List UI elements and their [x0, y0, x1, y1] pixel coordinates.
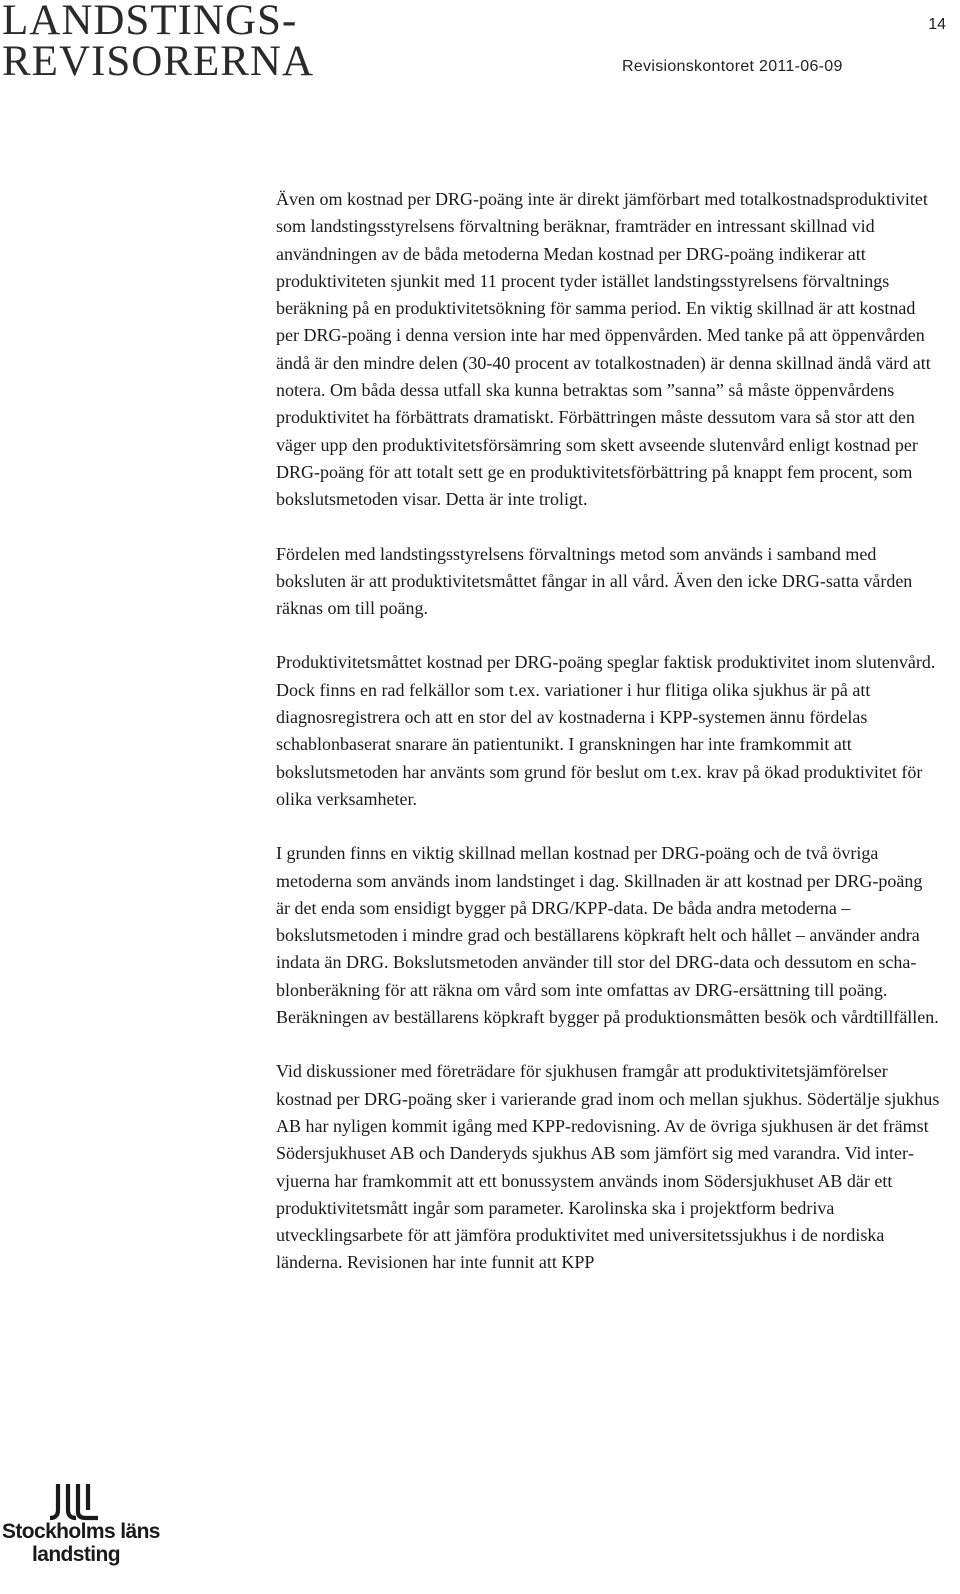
logo-line-1: Stockholms läns [2, 1520, 160, 1543]
paragraph-4: I grunden finns en viktig skillnad mellan kostnad per DRG-poäng och de två övriga metoderna som används inom landstinget i dag. Skillnaden är att kostnad per DRG-poäng är det enda som ensidigt bygger på DRG/KPP-data. De båda andra metoderna – bokslutsmetoden i mindre grad och beställarens köpkraft helt och hållet – använder andra indata än DRG. Bokslutsmetoden använder till stor del DRG-data och dessutom en schablonberäkning för att räkna om vård som inte omfattas av DRG-ersättning till poäng. Beräkningen av beställarens köpkraft bygger på produktionsmåtten besök och vårdtillfällen. [276, 843, 939, 1028]
brand-line-1: LANDSTINGS- [2, 0, 298, 44]
brand-line-2: REVISORERNA [2, 38, 315, 85]
report-brand-title [2, 0, 315, 85]
paragraph-2: Fördelen med landstingsstyrelsens förvaltnings metod som används i samband med boksluten är att produktivitetsmåttet fångar in all vård. Även den icke DRG-satta vården räknas om till poäng. [276, 543, 913, 619]
logo-line-2: landsting [32, 1543, 120, 1566]
page-number: 14 [928, 16, 946, 33]
paragraph-5: Vid diskussioner med företrädare för sjukhusen framgår att produktivitetsjämförelser kostnad per DRG-poäng sker i varierande grad inom och mellan sjukhus. Södertälje sjukhus AB har nyligen kommit igång med KPP-redovisning. Av de övriga sjukhusen är det främst Södersjukhuset AB och Danderyds sjukhus AB som jämfört sig med varandra. Vid intervjuerna har framkommit att ett bonussystem används inom Södersjukhuset AB där ett produktivitetsmått ingår som parameter. Karolinska ska i projektform bedriva utvecklingsarbete för att jämföra produktivitet med universitetssjukhus i de nordiska länderna. Revisionen har inte funnit att KPP [276, 1061, 940, 1273]
logo-wordmark [2, 1520, 160, 1566]
paragraph-1: Även om kostnad per DRG-poäng inte är direkt jämförbart med totalkostnadsproduktivitet som landstingsstyrelsens förvaltning beräknar, framträder en intressant skillnad vid användningen av de båda metoderna Medan kostnad per DRG-poäng indikerar att produktiviteten sjunkit med 11 procent tyder istället landstingsstyrelsens förvaltnings beräkning på en produktivitetsökning för samma period. En viktig skillnad är att kostnad per DRG-poäng i denna version inte har med öppenvården. Med tanke på att öppenvården ändå är den mindre delen (30-40 procent av totalkostnaden) är denna skillnad ändå värd att notera. Om båda dessa utfall ska kunna betraktas som ”sanna” så måste öppenvårdens produktivitet ha förbättrats dramatiskt. Förbättringen måste dessutom vara så stor att den väger upp den produktivitetsförsämring som skett avseende slutenvård enligt kostnad per DRG-poäng för att totalt sett ge en produktivitetsförbättring på knappt fem procent, som bokslutsmetoden visar. Detta är inte troligt. [276, 189, 931, 510]
office-and-date: Revisionskontoret 2011-06-09 [622, 58, 843, 75]
paragraph-3: Produktivitetsmåttet kostnad per DRG-poäng speglar faktisk produktivitet inom slutenvård. Dock finns en rad felkällor som t.ex. variationer i hur flitiga olika sjukhus är på att diagnosregistrera och att en stor del av kostnaderna i KPP-systemen ännu fördelas schablonbaserat snarare än patientunikt. I granskningen har inte framkommit att bokslutsmetoden har använts som grund för beslut om t.ex. krav på ökad produktivitet för olika verksamheter. [276, 652, 936, 809]
document-body [276, 186, 940, 1277]
stockholms-lans-landsting-logo [0, 1484, 160, 1594]
sll-emblem-icon [46, 1484, 106, 1522]
